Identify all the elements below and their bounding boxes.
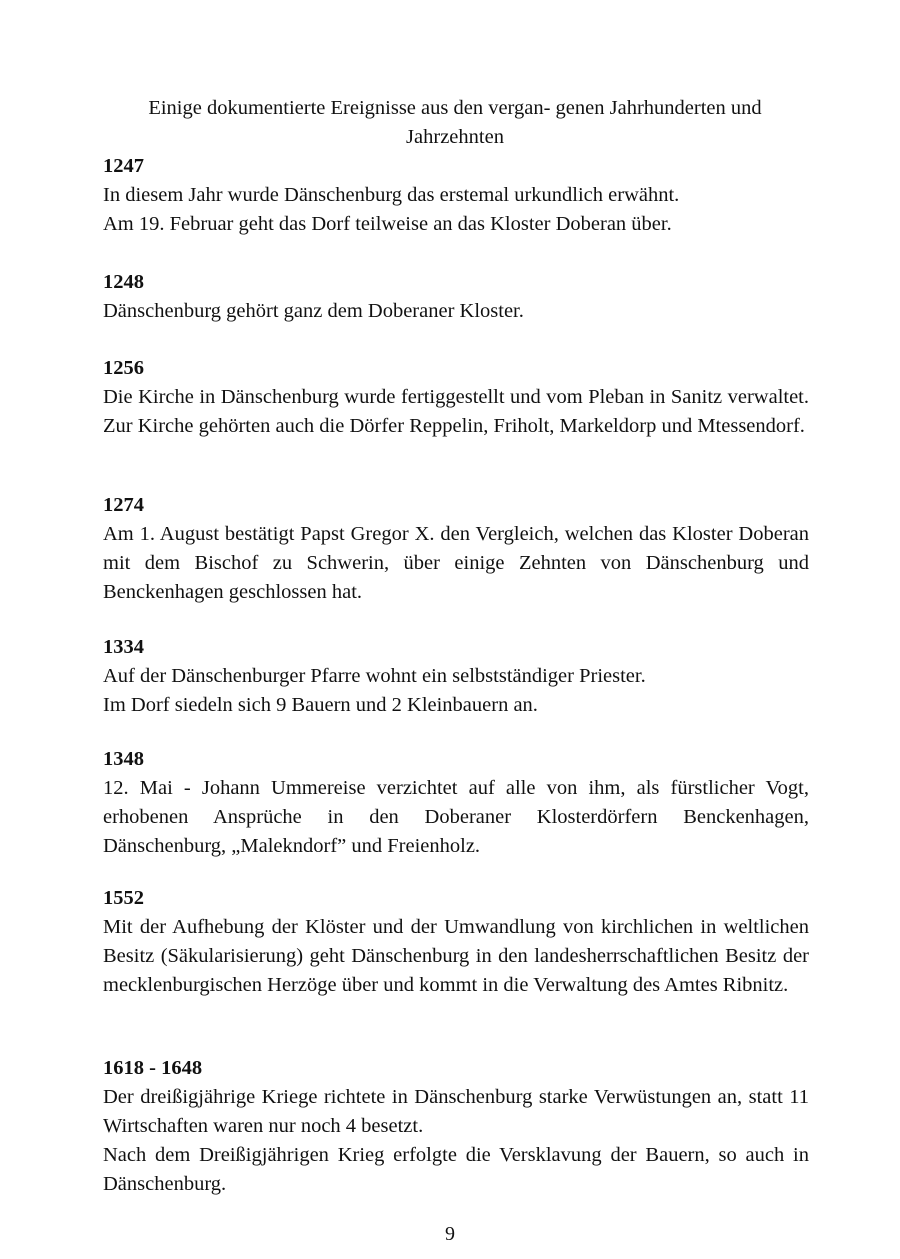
entry-year: 1618 - 1648 [103, 1057, 203, 1079]
page-title: Einige dokumentierte Ereignisse aus den vergan- genen Jahrhunderten und Jahrzehnten [148, 97, 762, 148]
entry-year: 1334 [103, 636, 144, 658]
page-number: 9 [445, 1223, 455, 1245]
entry-paragraph: Die Kirche in Dänschenburg wurde fertiggestellt und vom Pleban in Sanitz verwaltet. Zur Kirche gehörten auch die Dörfer Reppelin, Friholt, Markeldorp und Mtessendorf. [103, 386, 809, 437]
entry-paragraph: Der dreißigjährige Kriege richtete in Dänschenburg starke Verwüstungen an, statt 11 Wirtschaften waren nur noch 4 besetzt. [103, 1086, 809, 1137]
entry-year: 1247 [103, 155, 144, 177]
entry-1248 [103, 268, 809, 326]
entry-paragraph: Am 1. August bestätigt Papst Gregor X. den Vergleich, welchen das Kloster Doberan mit dem Bischof zu Schwerin, über einige Zehnten von Dänschenburg und Benckenhagen geschlossen hat. [103, 523, 809, 603]
entry-paragraph: Dänschenburg gehört ganz dem Doberaner Kloster. [103, 300, 524, 322]
entry-1334 [103, 633, 809, 720]
entry-year: 1348 [103, 748, 144, 770]
entry-year: 1274 [103, 494, 144, 516]
entry-paragraph: Nach dem Dreißigjährigen Krieg erfolgte die Versklavung der Bauern, so auch in Dänschenburg. [103, 1144, 809, 1195]
entry-paragraph: Am 19. Februar geht das Dorf teilweise an das Kloster Doberan über. [103, 213, 672, 235]
entry-1348 [103, 745, 809, 861]
entry-1256 [103, 354, 809, 441]
entry-1274 [103, 491, 809, 607]
entry-1618-1648 [103, 1054, 809, 1199]
entry-paragraph: Mit der Aufhebung der Klöster und der Umwandlung von kirchlichen in weltlichen Besitz (Säkularisierung) geht Dänschenburg in den landesherrschaftlichen Besitz der mecklenburgischen Herzöge über und kommt in die Verwaltung des Amtes Ribnitz. [103, 916, 809, 996]
entry-paragraph: Im Dorf siedeln sich 9 Bauern und 2 Kleinbauern an. [103, 694, 538, 716]
entry-year: 1552 [103, 887, 144, 909]
entry-1247 [103, 152, 809, 239]
entry-paragraph: In diesem Jahr wurde Dänschenburg das erstemal urkundlich erwähnt. [103, 184, 680, 206]
entry-1552 [103, 884, 809, 1000]
entry-year: 1256 [103, 357, 144, 379]
entry-paragraph: 12. Mai - Johann Ummereise verzichtet auf alle von ihm, als fürstlicher Vogt, erhobenen Ansprüche in den Doberaner Klosterdörfern Benckenhagen, Dänschenburg, „Malekndorf” und Freienholz. [103, 777, 809, 857]
entry-year: 1248 [103, 271, 144, 293]
entry-paragraph: Auf der Dänschenburger Pfarre wohnt ein selbstständiger Priester. [103, 665, 646, 687]
